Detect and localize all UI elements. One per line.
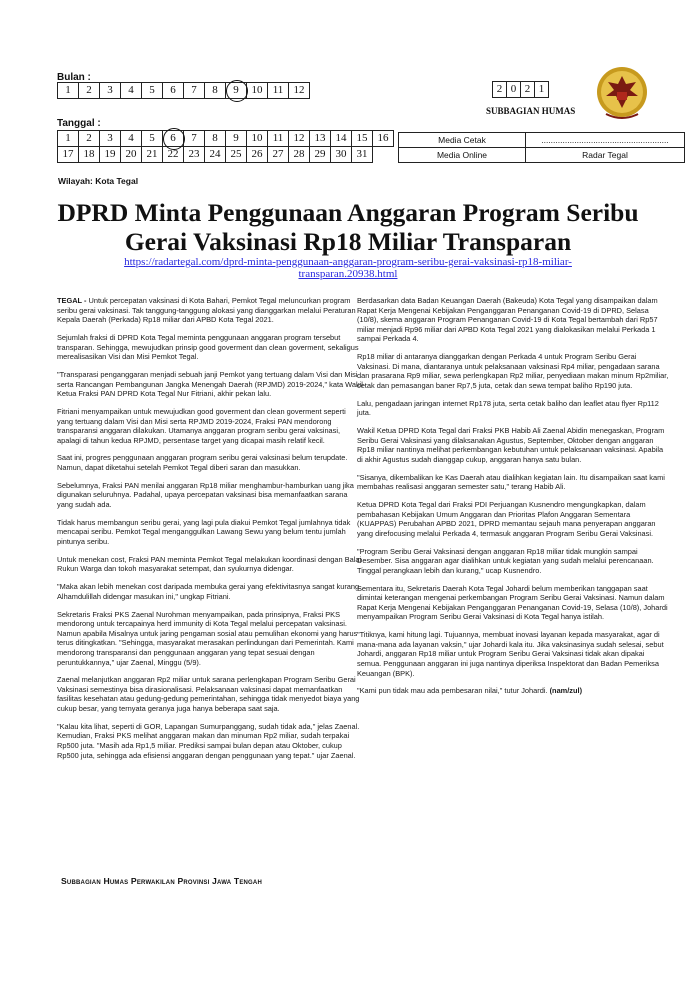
day-cell (79, 131, 100, 147)
month-grid (57, 82, 310, 99)
day-cell (121, 131, 142, 147)
year-digit-number: 0 (510, 83, 517, 95)
article-url[interactable] (60, 256, 636, 280)
article-title (30, 198, 666, 256)
paragraph: "Titiknya, kami hitung lagi. Tujuannya, membuat inovasi layanan kepada masyarakat, agar di mana-mana ada layanan vaksin," ujar Johardi kala itu. Jika vaksinasinya sudah selesai, sebut Johardi, anggaran Rp18 miliar untuk Program Seribu Gerai Vaksinasi tidak akan dipakai semua. Penggunaan anggaran ini juga nantinya diperiksa Inspektorat dan Badan Pemeriksa Keuangan (BPK). (357, 630, 664, 678)
day-number: 28 (293, 148, 305, 160)
day-cell (247, 147, 268, 163)
day-number: 25 (230, 148, 242, 160)
article-right-column (357, 296, 669, 704)
paragraph: "Sisanya, dikembalikan ke Kas Daerah atau dialihkan kegiatan lain. Itu disampaikan saat kami membahas realisasi anggaran semester satu," terang Habib Ali. (357, 472, 665, 492)
media-online-key: Media Online (399, 148, 526, 163)
day-cell (100, 147, 121, 163)
month-cell (142, 83, 163, 99)
paragraph: Lalu, pengadaan jaringan internet Rp178 juta, serta cetak baliho dan leaflet atau flyer Rp112 juta. (357, 398, 659, 418)
day-cell (310, 131, 331, 147)
paragraph: Sementara itu, Sekretaris Daerah Kota Tegal Johardi belum memberikan tanggapan saat dimintai keterangan mengenai perkembangan Program Seribu Gerai Vaksinasi. Namun dalam Rapat Kerja Mengenai Kebijakan Penganggaran Penanganan Covid-19, Selasa (10/8), Johardi menyampaikan Program Seribu Gerai Vaksinasi di Kota Tegal hanya istilah. (357, 583, 668, 622)
day-cell (226, 131, 247, 147)
article-left-column (57, 296, 363, 768)
dateline: TEGAL - (57, 296, 87, 305)
day-number: 6 (170, 132, 176, 144)
day-cell (142, 147, 163, 163)
day-cell (184, 147, 205, 163)
year-digit-cell (493, 82, 507, 98)
day-cell (331, 131, 352, 147)
paragraph: Berdasarkan data Badan Keuangan Daerah (Bakeuda) Kota Tegal yang disampaikan dalam Rapat Kerja Mengenai Kebijakan Penganggaran Penanganan Covid-19 di DPRD, Selasa (10/8), skema anggaran Program Penanganan Covid-19 di Kota Tegal bertambah dari Rp57 miliar menjadi Rp96 miliar dari APBD Kota Tegal 2021 yang dialokasikan melalui Perkada 1 sampai Perkada 4. (357, 296, 658, 344)
day-number: 16 (377, 132, 389, 144)
day-number: 23 (188, 148, 200, 160)
day-number: 21 (146, 148, 158, 160)
paragraph: "Maka akan lebih menekan cost daripada membuka gerai yang efektivitasnya sangat kurang. Alhamdulillah didengar masukan ini," ungkap Fitriani. (57, 582, 362, 601)
month-cell (58, 83, 79, 99)
day-number: 3 (107, 132, 113, 144)
paragraph: Rp18 miliar di antaranya dianggarkan dengan Perkada 4 untuk Program Seribu Gerai Vaksinasi. Di mana, diantaranya untuk pelaksanaan vaksinasi Rp4 miliar, pengadaan sarana dan prasarana Rp9 miliar, sewa perlengkapan Rp2 miliar, penyediaan makan minum Rp2miliar, cetak dan pemasangan baner Rp7,5 juta, cetak dan sewa tempat baliho Rp190 juta. (357, 352, 669, 390)
day-number: 9 (233, 132, 239, 144)
footer-label: Subbagian Humas Perwakilan Provinsi Jawa Tengah (61, 876, 262, 886)
month-cell (163, 83, 184, 99)
day-number: 15 (356, 132, 368, 144)
month-cell (247, 83, 268, 99)
month-number: 7 (191, 84, 197, 96)
day-cell (289, 131, 310, 147)
paragraph: Sejumlah fraksi di DPRD Kota Tegal meminta penggunaan anggaran program tersebut transparan. Sehingga, mewujudkan prinsip good goverment dan clean goverment, sekaligus merealisasikan Visi dan Misi Pemkot Tegal. (57, 332, 359, 362)
article-url-line-1[interactable]: https://radartegal.com/dprd-minta-penggunaan-anggaran-program-seribu-gerai-vaksinasi-rp18-miliar- (124, 256, 572, 268)
day-number: 24 (209, 148, 221, 160)
day-number: 8 (212, 132, 218, 144)
paragraph: Wakil Ketua DPRD Kota Tegal dari Fraksi PKB Habib Ali Zaenal Abidin menegaskan, Program Seribu Gerai Vaksinasi yang dilaksanakan Agustus, September, Oktober dengan anggaran Rp18 miliar nantinya melihat perkembangan kebutuhan untuk pelaksanaan vaksinasi. Apabila di akhir Agustus sudah dianggap cukup, anggaran hanya satu bulan. (357, 426, 665, 464)
day-number: 5 (149, 132, 155, 144)
day-number: 7 (191, 132, 197, 144)
day-number: 31 (356, 148, 368, 160)
month-number: 11 (272, 84, 284, 96)
month-cell (79, 83, 100, 99)
paragraph: Tidak harus membangun seribu gerai, yang lagi pula diakui Pemkot Tegal jumlahnya tidak mencapai seribu. Pemkot Tegal menganggulkan Lawang Sewu yang belum tentu jumlah pintunya seribu. (57, 517, 351, 546)
day-cell (352, 131, 373, 147)
month-number: 5 (149, 84, 155, 96)
paragraph: Saat ini, progres penggunaan anggaran program seribu gerai vaksinasi belum terupdate. Namun, dapat diketahui setelah Pemkot Tegal diberi saran dan masukkan. (57, 453, 348, 473)
date-grid (57, 130, 394, 163)
day-cell (163, 131, 184, 147)
month-cell (121, 83, 142, 99)
month-number: 2 (86, 84, 92, 96)
day-cell (352, 147, 373, 163)
day-cell (289, 147, 310, 163)
day-cell (373, 131, 394, 147)
garuda-emblem-icon (596, 64, 648, 122)
paragraph: TEGAL - Untuk percepatan vaksinasi di Kota Bahari, Pemkot Tegal meluncurkan program seribu gerai vaksinasi. Tak tanggung-tanggung alokasi yang dianggarkan melalui Peraturan Kepala Daerah (Perkada) Rp18 miliar dari APBD Kota Tegal 2021. (57, 296, 356, 325)
day-number: 17 (62, 148, 74, 160)
paragraph: Fitriani menyampaikan untuk mewujudkan good goverment dan clean goverment seperti yang tertuang dalam Visi dan Misi serta RPJMD 2019-2024, Fraksi PAN mendorong transparansi anggaran dilakukan. Utamanya anggaran program seribu gerai vaksinasi, apalagi di tahun kedua RPJMD, persentase target yang dicapai masih relatif kecil. (57, 406, 346, 445)
year-digit-cell (507, 82, 521, 98)
day-cell (331, 147, 352, 163)
day-number: 20 (125, 148, 137, 160)
author-signature: (nam/zul) (549, 686, 583, 696)
paragraph: "Kami pun tidak mau ada pembesaran nilai," tutur Johardi. (nam/zul) (357, 686, 583, 696)
month-number: 4 (128, 84, 134, 96)
day-number: 27 (272, 148, 284, 160)
paragraph: "Transparasi penganggaran menjadi sebuah janji Pemkot yang tertuang dalam Visi dan Misi serta Rancangan Pembangunan Jangka Menengah Daerah (RPJMD) 2019-2024," kata Wakil Ketua Fraksi PAN DPRD Kota Tegal Nur Fitriani, akhir pekan lalu. (57, 369, 363, 399)
day-cell (100, 131, 121, 147)
day-cell (310, 147, 331, 163)
day-cell (121, 147, 142, 163)
day-number: 1 (65, 132, 71, 144)
month-number: 9 (233, 84, 239, 96)
article-url-line-2[interactable]: transparan.20938.html (298, 268, 398, 280)
day-number: 13 (314, 132, 326, 144)
day-number: 11 (272, 132, 284, 144)
month-number: 10 (251, 84, 263, 96)
month-cell (268, 83, 289, 99)
month-number: 8 (212, 84, 218, 96)
org-label: SUBBAGIAN HUMAS (486, 106, 576, 116)
paragraph: "Program Seribu Gerai Vaksinasi dengan anggaran Rp18 miliar tidak mungkin sampai Desember. Sisa anggaran agar dialihkan untuk kegiatan yang sudah melalui perencanaan. Tinggal perangkaan lebih dan kurang," ucap Kusnendro. (357, 546, 654, 575)
year-digit-number: 1 (538, 83, 545, 95)
paragraph: "Kalau kita lihat, seperti di GOR, Lapangan Sumurpanggang, sudah tidak ada," jelas Zaenal. Kemudian, Fraksi PKS melihat anggaran makan dan minuman Rp2 miliar, sudah terpakai Rp500 juta. "Masih ada Rp1,5 miliar. Prediksi sampai bulan depan atau Oktober, cukup Rp500 juta, sehingga ada efisiensi anggaran dengan penggunaan yang tepat." ujar Zaenal. (57, 721, 360, 760)
media-online-value: Radar Tegal (526, 148, 685, 163)
month-number: 6 (170, 84, 176, 96)
day-cell (226, 147, 247, 163)
day-cell (247, 131, 268, 147)
year-grid (492, 81, 549, 98)
day-cell (268, 147, 289, 163)
day-number: 26 (251, 148, 263, 160)
day-number: 29 (314, 148, 326, 160)
day-cell (205, 131, 226, 147)
month-cell (205, 83, 226, 99)
month-cell (100, 83, 121, 99)
paragraph: Zaenal melanjutkan anggaran Rp2 miliar untuk sarana perlengkapan Program Seribu Gerai Vaksinasi semestinya bisa dirasionalisasi. Pelaksanaan vaksinasi dapat memanfaatkan fasilitas kesehatan atau gedung-gedung pemerintahan, sehingga tidak menyedot biaya yang cukup besar, yang ternyata geranya juga hanya beberapa saat saja. (57, 675, 360, 714)
media-table (398, 132, 685, 163)
day-cell (205, 147, 226, 163)
day-number: 30 (335, 148, 347, 160)
month-cell (184, 83, 205, 99)
year-digit-number: 2 (496, 83, 503, 95)
article-title-line-2: Gerai Vaksinasi Rp18 Miliar Transparan (124, 227, 572, 256)
day-cell (58, 147, 79, 163)
day-number: 18 (83, 148, 95, 160)
day-cell (142, 131, 163, 147)
day-cell (79, 147, 100, 163)
day-number: 22 (167, 148, 179, 160)
year-digit-cell (521, 82, 535, 98)
day-number: 14 (335, 132, 347, 144)
day-number: 10 (251, 132, 263, 144)
region-label: Wilayah: Kota Tegal (58, 176, 139, 186)
year-digit-cell (535, 82, 549, 98)
day-cell (184, 131, 205, 147)
day-cell (268, 131, 289, 147)
month-number: 1 (65, 84, 71, 96)
article-title-line-1: DPRD Minta Penggunaan Anggaran Program Seribu (57, 198, 639, 227)
month-number: 12 (293, 84, 305, 96)
day-cell (58, 131, 79, 147)
month-label: Bulan : (57, 72, 91, 83)
month-cell (226, 83, 247, 99)
media-print-value: ...................................................... (526, 133, 685, 148)
month-number: 3 (107, 84, 113, 96)
year-digit-number: 2 (524, 83, 531, 95)
paragraph: Sebelumnya, Fraksi PAN menilai anggaran Rp18 miliar menghambur-hamburkan uang jika digunakan seluruhnya. Padahal, upaya percepatan vaksinasi bisa memanfaatkan sarana yang sudah ada. (57, 480, 354, 510)
day-number: 2 (86, 132, 92, 144)
month-cell (289, 83, 310, 99)
paragraph: Ketua DPRD Kota Tegal dari Fraksi PDI Perjuangan Kusnendro mengungkapkan, dalam pembahasan Kebijakan Umum Anggaran dan Prioritas Plafon Anggaran Sementara (KUAPPAS) Perubahan APBD 2021, DPRD memantau sejauh mana penyerapan anggaran yang direfocusing melalui Perkada 4, termasuk anggaran Program Seribu Gerai Vaksinasi. (357, 500, 656, 538)
media-print-key: Media Cetak (399, 133, 526, 148)
date-label: Tanggal : (57, 118, 101, 129)
day-number: 19 (104, 148, 116, 160)
paragraph: Untuk menekan cost, Fraksi PAN meminta Pemkot Tegal melakukan koordinasi dengan Balai Rukun Warga dan tokoh masyarakat setempat, dan syukurnya didengar. (57, 554, 362, 574)
day-number: 12 (293, 132, 305, 144)
day-number: 4 (128, 132, 134, 144)
paragraph: Sekretaris Fraksi PKS Zaenal Nurohman menyampaikan, pada prinsipnya, Fraksi PKS mendorong untuk tercapainya herd immunity di Kota Tegal melalui percepatan vaksinasi. Namun apabila Misalnya untuk jaring pengaman sosial atau pemulihan ekonomi yang harus terus ditingkatkan. "Sehingga, masyarakat merasakan perlindungan dari Pemerintah. Kami mendorong transparansi dan penggunaan anggaran yang tepat sesuai dengan peruntukkannya," ujar Zaenal, Minggu (5/9). (57, 609, 358, 667)
